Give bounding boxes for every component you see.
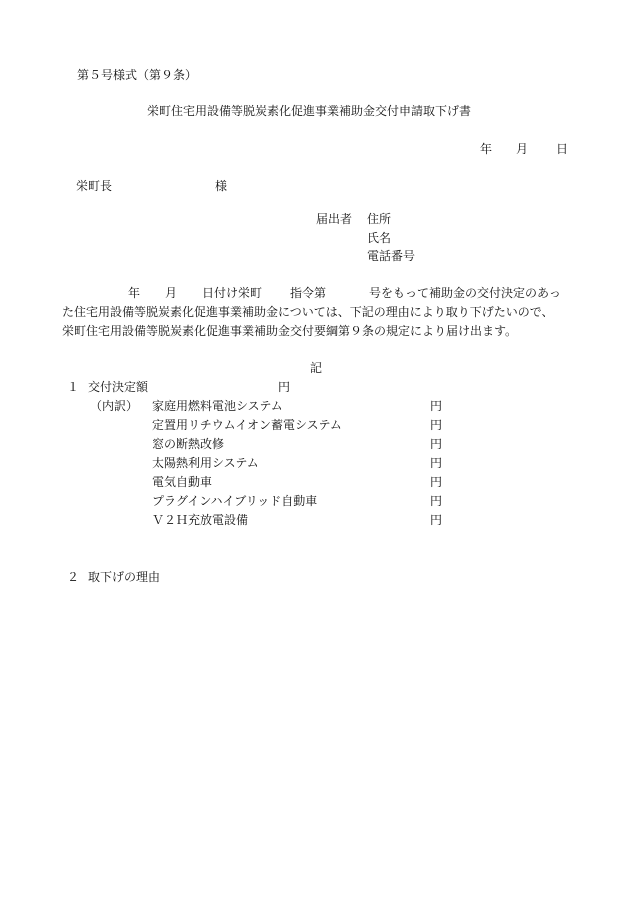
list-item-unit: 円 bbox=[430, 437, 443, 451]
applicant-field-address: 住所 bbox=[367, 212, 392, 226]
section-2-number: ２ bbox=[67, 570, 80, 584]
list-item: 太陽熱利用システム bbox=[152, 456, 259, 470]
addressee-honorific: 様 bbox=[215, 179, 228, 193]
body-year: 年 bbox=[128, 286, 141, 300]
list-item: 窓の断熱改修 bbox=[152, 437, 225, 451]
section-1-label: 交付決定額 bbox=[88, 380, 149, 394]
list-item: 電気自動車 bbox=[152, 475, 213, 489]
body-line-3: 栄町住宅用設備等脱炭素化促進事業補助金交付要綱第９条の規定により届け出ます。 bbox=[62, 324, 518, 338]
body-dated: 日付け栄町 bbox=[202, 286, 263, 300]
list-item-unit: 円 bbox=[430, 513, 443, 527]
addressee-name: 栄町長 bbox=[76, 179, 113, 193]
body-month: 月 bbox=[165, 286, 178, 300]
list-item-unit: 円 bbox=[430, 475, 443, 489]
date-year: 年 bbox=[480, 142, 493, 156]
section-1-number: １ bbox=[67, 380, 80, 394]
body-line-2: た住宅用設備等脱炭素化促進事業補助金については、下記の理由により取り下げたいので、 bbox=[62, 305, 554, 319]
body-rest: 号をもって補助金の交付決定のあっ bbox=[369, 286, 561, 300]
list-item: プラグインハイブリッド自動車 bbox=[152, 494, 318, 508]
section-1-unit: 円 bbox=[278, 380, 291, 394]
list-item-unit: 円 bbox=[430, 456, 443, 470]
date-day: 日 bbox=[556, 142, 569, 156]
list-item: Ｖ２Ｈ充放電設備 bbox=[152, 513, 249, 527]
applicant-label: 届出者 bbox=[316, 212, 353, 226]
applicant-field-phone: 電話番号 bbox=[367, 249, 416, 263]
section-2-label: 取下げの理由 bbox=[88, 570, 161, 584]
body-directive: 指令第 bbox=[290, 286, 327, 300]
breakdown-label: （内訳） bbox=[90, 399, 139, 413]
document-title: 栄町住宅用設備等脱炭素化促進事業補助金交付申請取下げ書 bbox=[147, 104, 472, 118]
list-item-unit: 円 bbox=[430, 494, 443, 508]
list-item-unit: 円 bbox=[430, 418, 443, 432]
form-number: 第５号様式（第９条） bbox=[77, 68, 198, 82]
list-item: 家庭用燃料電池システム bbox=[152, 399, 283, 413]
ki-heading: 記 bbox=[310, 361, 323, 375]
applicant-field-name: 氏名 bbox=[367, 231, 392, 245]
list-item: 定置用リチウムイオン蓄電システム bbox=[152, 418, 342, 432]
date-month: 月 bbox=[516, 142, 529, 156]
list-item-unit: 円 bbox=[430, 399, 443, 413]
